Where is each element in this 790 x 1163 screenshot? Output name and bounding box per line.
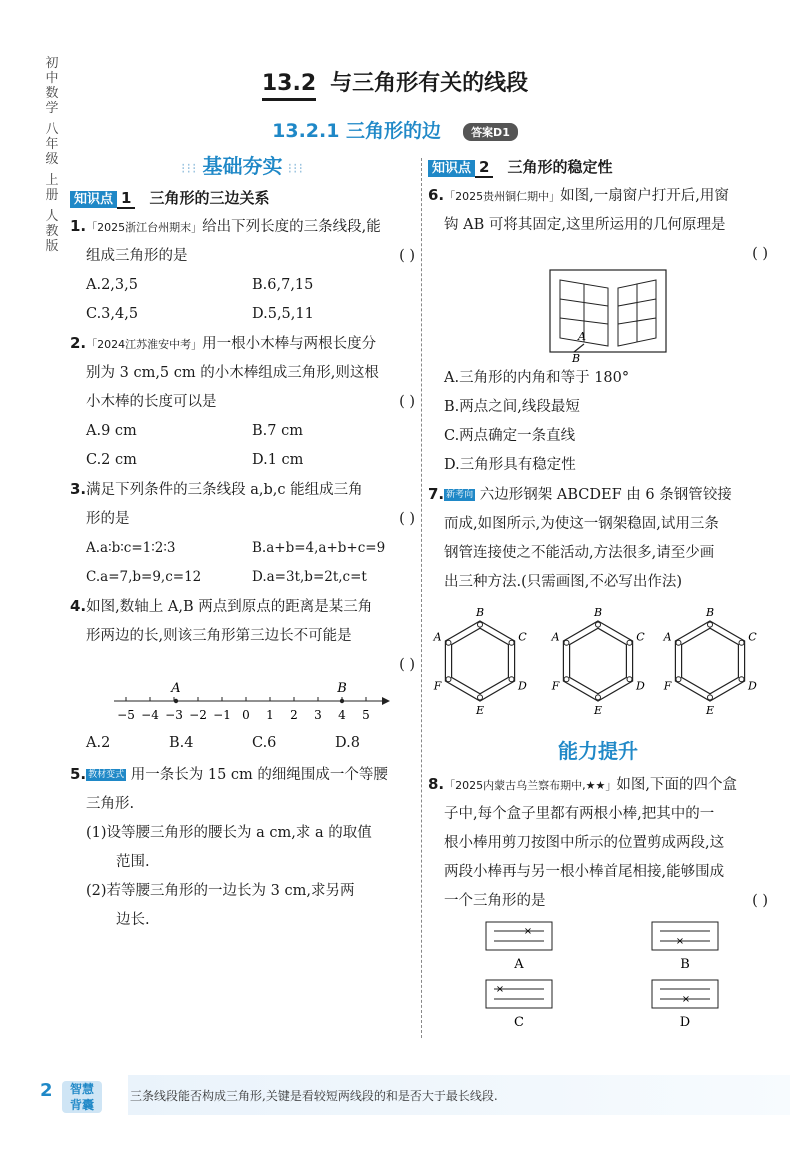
q-source: 「2025浙江台州期末」	[86, 221, 203, 234]
hexagon-outline	[675, 621, 744, 701]
q-text: 钩 AB 可将其固定,这里所运用的几何原理是	[444, 217, 726, 233]
hinge-joint	[708, 695, 713, 700]
box-c	[486, 980, 552, 1030]
left-column	[70, 150, 415, 935]
vertex-label: C	[518, 630, 527, 644]
q-text: 两段小棒再与另一根小棒首尾相接,能够围成	[444, 864, 725, 880]
q-text: 六边形钢架 ABCDEF 由 6 条钢管铰接	[479, 487, 732, 503]
q-text: 给出下列长度的三条线段,能	[202, 219, 381, 235]
q-number: 6.	[428, 186, 445, 204]
option-d[interactable]: D.5,5,11	[252, 306, 314, 322]
option-a[interactable]: A.9 cm	[86, 423, 137, 439]
tick-label: 5	[362, 708, 370, 722]
vertex-label: A	[433, 630, 442, 644]
kp-tag: 知识点	[70, 191, 117, 208]
tick-label: 0	[242, 708, 250, 722]
hinge-joint	[564, 677, 569, 682]
side-line: 初中数学	[45, 56, 59, 116]
q-number: 5.	[70, 765, 87, 783]
option-c[interactable]: C.a=7,b=9,c=12	[86, 569, 202, 585]
tick-label: 4	[338, 708, 346, 722]
hinge-joint	[446, 677, 451, 682]
answer-tag: 答案D1	[463, 123, 518, 141]
box-label-a: A	[514, 957, 524, 972]
q-number: 7.	[428, 485, 445, 503]
answer-paren[interactable]: ( )	[399, 394, 415, 410]
vertex-label: C	[636, 630, 645, 644]
q-number: 1.	[70, 217, 87, 235]
q-text: 形的是	[86, 511, 130, 527]
kp-title: 三角形的稳定性	[507, 158, 613, 176]
box-a	[486, 922, 552, 972]
answer-paren[interactable]: ( )	[752, 893, 768, 909]
question-5	[70, 760, 415, 935]
window-figure	[428, 266, 768, 364]
q-text: 根小棒用剪刀按图中所示的位置剪成两段,这	[444, 835, 725, 851]
number-line	[70, 677, 415, 729]
q-text: 子中,每个盒子里都有两根小棒,把其中的一	[444, 806, 715, 822]
option-c[interactable]: C.两点确定一条直线	[444, 428, 576, 444]
vertex-label: D	[747, 679, 757, 693]
point-a	[174, 699, 178, 703]
hinge-joint	[564, 640, 569, 645]
knowledge-point-2	[428, 156, 768, 177]
hinge-joint	[509, 677, 514, 682]
option-c[interactable]: C.2 cm	[86, 452, 137, 468]
answer-paren[interactable]: ( )	[399, 511, 415, 527]
new-direction-badge: 新考向	[446, 490, 474, 500]
label-a: A	[578, 330, 586, 343]
box-b	[652, 922, 718, 972]
section-title-basic: 基础夯实	[202, 154, 283, 178]
svg-text:×: ×	[675, 936, 685, 947]
label-line: 背囊	[69, 1098, 94, 1112]
q-text: 一个三角形的是	[444, 893, 546, 909]
section-title: 与三角形有关的线段	[330, 71, 529, 96]
section-title-ability: 能力提升	[558, 739, 638, 763]
kp-title: 三角形的三边关系	[149, 189, 270, 207]
label-b: B	[572, 352, 581, 364]
q-text: 钢管连接使之不能活动,方法很多,请至少画	[444, 545, 715, 561]
option-d[interactable]: D.1 cm	[252, 452, 304, 468]
hinge-joint	[708, 622, 713, 627]
hinge-joint	[478, 695, 483, 700]
q-text: 别为 3 cm,5 cm 的小木棒组成三角形,则这根	[86, 365, 379, 381]
hexagon-frame	[433, 606, 528, 717]
question-2	[70, 329, 415, 475]
svg-text:×: ×	[495, 984, 505, 995]
side-line: 人教版	[45, 209, 59, 254]
hinge-joint	[596, 695, 601, 700]
hinge-joint	[676, 640, 681, 645]
hexagon-frame	[551, 606, 646, 717]
point-b-label: B	[337, 681, 347, 696]
tip-text: 三条线段能否构成三角形,关键是看较短两线段的和是否大于最长线段.	[130, 1089, 498, 1103]
vertex-label: A	[663, 630, 672, 644]
vertex-label: B	[475, 606, 485, 619]
q-text: 形两边的长,则该三角形第三边长不可能是	[86, 628, 352, 644]
q-source: 「2025内蒙古乌兰察布期中,★★」	[444, 779, 617, 792]
option-c[interactable]: C.6	[252, 735, 277, 751]
kp-tag: 知识点	[428, 160, 475, 177]
hinge-joint	[446, 640, 451, 645]
q-text: 小木棒的长度可以是	[86, 394, 217, 410]
dots-decoration: ⁝⁝⁝	[181, 161, 198, 177]
tick-label: 1	[266, 708, 274, 722]
option-d[interactable]: D.8	[335, 735, 360, 751]
question-7	[428, 480, 768, 721]
vertex-label: C	[748, 630, 757, 644]
option-b[interactable]: B.4	[169, 735, 194, 751]
box-figures	[428, 920, 768, 1042]
dots-decoration: ⁝⁝⁝	[287, 161, 304, 177]
chapter-title	[0, 66, 790, 97]
option-b[interactable]: B.a+b=4,a+b+c=9	[252, 540, 386, 556]
hinge-joint	[509, 640, 514, 645]
tick-label: −2	[189, 708, 207, 722]
subquestion-1: (1)设等腰三角形的腰长为 a cm,求 a 的取值	[86, 825, 372, 841]
tick-label: −5	[117, 708, 135, 722]
subquestion-2-cont: 边长.	[116, 912, 150, 928]
svg-text:×: ×	[523, 926, 533, 937]
svg-text:×: ×	[681, 994, 691, 1005]
q-text: 用一根小木棒与两根长度分	[202, 336, 377, 352]
vertex-label: B	[705, 606, 715, 619]
page-number: 2	[40, 1080, 53, 1101]
kp-number: 2	[475, 158, 493, 178]
hexagon-outline	[570, 628, 627, 694]
hexagon-outline	[563, 621, 632, 701]
q-number: 8.	[428, 775, 445, 793]
subquestion-1-cont: 范围.	[116, 854, 150, 870]
question-4	[70, 592, 415, 758]
question-6	[428, 181, 768, 480]
hexagon-outline	[445, 621, 514, 701]
tick-label: −4	[141, 708, 159, 722]
textbook-variant-badge: 教材变式	[88, 770, 125, 780]
option-a[interactable]: A.三角形的内角和等于 180°	[444, 370, 630, 386]
option-b[interactable]: B.7 cm	[252, 423, 303, 439]
hinge-joint	[739, 640, 744, 645]
q-text: 而成,如图所示,为使这一钢架稳固,试用三条	[444, 516, 719, 532]
option-a[interactable]: A.a∶b∶c=1∶2∶3	[86, 540, 176, 556]
vertex-label: A	[551, 630, 560, 644]
section-heading-ability	[428, 735, 768, 764]
hinge-joint	[627, 677, 632, 682]
option-b[interactable]: B.6,7,15	[252, 277, 314, 293]
vertex-label: F	[663, 679, 672, 693]
option-a[interactable]: A.2,3,5	[86, 277, 138, 293]
vertex-label: F	[551, 679, 560, 693]
hinge-joint	[739, 677, 744, 682]
tick-label: 3	[314, 708, 322, 722]
answer-paren[interactable]: ( )	[752, 246, 768, 262]
section-heading	[70, 150, 415, 179]
vertex-label: D	[635, 679, 645, 693]
box-label-b: B	[680, 957, 690, 972]
hinge-joint	[676, 677, 681, 682]
hinge-joint	[596, 622, 601, 627]
q-text: 如图,下面的四个盒	[616, 777, 737, 793]
side-line: 上册	[45, 173, 59, 203]
q-text: 满足下列条件的三条线段 a,b,c 能组成三角	[86, 482, 363, 498]
q-source: 「2025贵州铜仁期中」	[444, 190, 561, 203]
right-column	[428, 156, 768, 1042]
hinge-joint	[478, 622, 483, 627]
q-text: 如图,数轴上 A,B 两点到原点的距离是某三角	[86, 599, 373, 615]
side-line: 八年级	[45, 122, 59, 167]
hexagon-frame	[663, 606, 758, 717]
vertex-label: D	[517, 679, 527, 693]
subquestion-2: (2)若等腰三角形的一边长为 3 cm,求另两	[86, 883, 355, 899]
box-d	[652, 980, 718, 1030]
question-3	[70, 475, 415, 592]
question-8	[428, 770, 768, 1042]
question-1	[70, 212, 415, 329]
q-text: 如图,一扇窗户打开后,用窗	[560, 188, 729, 204]
knowledge-point-1	[70, 187, 415, 208]
tick-label: 2	[290, 708, 298, 722]
option-c[interactable]: C.3,4,5	[86, 306, 139, 322]
option-d[interactable]: D.a=3t,b=2t,c=t	[252, 569, 367, 585]
kp-number: 1	[117, 189, 135, 209]
section-number: 13.2	[262, 71, 316, 101]
option-b[interactable]: B.两点之间,线段最短	[444, 399, 580, 415]
vertex-label: F	[433, 679, 442, 693]
hexagon-outline	[682, 628, 739, 694]
label-line: 智慧	[69, 1082, 94, 1096]
wisdom-pouch-label	[62, 1081, 102, 1113]
vertex-label: E	[475, 704, 485, 717]
tick-label: −3	[165, 708, 183, 722]
tick-label: −1	[213, 708, 231, 722]
point-a-label: A	[171, 681, 181, 696]
vertex-label: E	[705, 704, 715, 717]
option-a[interactable]: A.2	[86, 735, 111, 751]
q-number: 2.	[70, 334, 87, 352]
hexagon-figures	[428, 605, 768, 721]
point-b	[340, 699, 344, 703]
subsection-title	[0, 116, 790, 143]
hexagon-outline	[452, 628, 509, 694]
q-source: 「2024江苏淮安中考」	[86, 338, 203, 351]
vertex-label: E	[593, 704, 603, 717]
q-number: 3.	[70, 480, 87, 498]
column-divider	[421, 158, 422, 1038]
option-d[interactable]: D.三角形具有稳定性	[444, 457, 576, 473]
box-label-c: C	[514, 1015, 524, 1030]
hinge-joint	[627, 640, 632, 645]
subsection-text: 13.2.1 三角形的边	[272, 120, 442, 142]
q-text: 组成三角形的是	[86, 248, 188, 264]
answer-paren[interactable]: ( )	[399, 248, 415, 264]
vertex-label: B	[593, 606, 603, 619]
answer-paren[interactable]: ( )	[399, 657, 415, 673]
q-text: 用一条长为 15 cm 的细绳围成一个等腰	[130, 767, 388, 783]
q-text: 三角形.	[86, 796, 135, 812]
box-label-d: D	[679, 1015, 691, 1030]
q-number: 4.	[70, 597, 87, 615]
q-text: 出三种方法.(只需画图,不必写出作法)	[444, 574, 683, 590]
